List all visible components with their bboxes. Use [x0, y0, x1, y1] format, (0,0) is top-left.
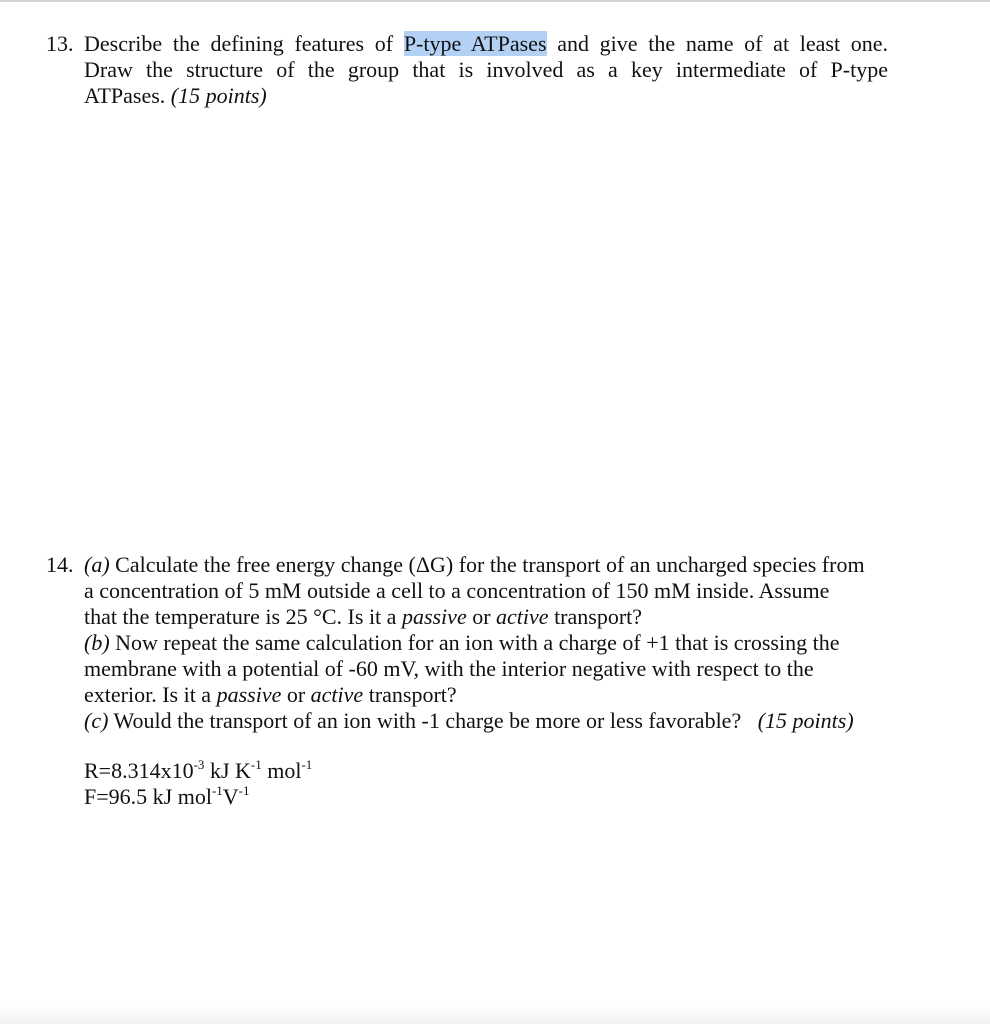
question-14-number: 14. [46, 552, 74, 577]
question-13-line-1 [84, 31, 888, 57]
bottom-edge [0, 1006, 990, 1024]
q14b-line-2: membrane with a potential of -60 mV, with the interior negative with respect to the [84, 656, 814, 681]
q14b-line-3 [84, 682, 865, 708]
f-v: V [222, 784, 239, 809]
question-13-line-3 [84, 83, 888, 109]
q14c-line [84, 708, 865, 734]
question-13-line-2: Draw the structure of the group that is involved as a key intermediate of P-type [84, 57, 888, 82]
q14b-passive: passive [216, 682, 282, 707]
q13-line3-text: ATPases. [84, 83, 166, 108]
q14b-label: (b) [84, 630, 110, 655]
r-base: R=8.314x10 [84, 758, 194, 783]
q14a-line3-text: that the temperature is 25 °C. Is it a [84, 604, 397, 629]
r-mol: mol [267, 758, 302, 783]
q14a-active: active [496, 604, 549, 629]
q14b-line3-text: exterior. Is it a [84, 682, 212, 707]
q14b-line-1 [84, 630, 865, 656]
r-k-exp: -1 [250, 757, 262, 772]
q14-points: (15 points) [757, 708, 854, 733]
q14b-active: active [310, 682, 364, 707]
r-mol-exp: -1 [301, 757, 313, 772]
r-kj-k: kJ K [209, 758, 251, 783]
q14a-label: (a) [84, 552, 110, 577]
constant-F [84, 784, 312, 810]
r-exp: -3 [193, 757, 205, 772]
question-13-text [84, 31, 888, 109]
f-mol-exp: -1 [211, 783, 223, 798]
q14a-line-2: a concentration of 5 mM outside a cell to a concentration of 150 mM inside. Assume [84, 578, 830, 603]
q14a-line-1 [84, 552, 865, 578]
q14a-transport: transport? [554, 604, 643, 629]
f-v-exp: -1 [238, 783, 250, 798]
top-border [0, 0, 990, 2]
q14b-line1-text: Now repeat the same calculation for an ion with a charge of +1 that is crossing the [115, 630, 840, 655]
q14a-line1-text: Calculate the free energy change (ΔG) for the transport of an uncharged species from [115, 552, 865, 577]
q14c-label: (c) [84, 708, 109, 733]
q13-line1-after: and give the name of at least one. [557, 31, 888, 56]
q13-points: (15 points) [170, 83, 267, 108]
q14a-line-3 [84, 604, 865, 630]
q14b-or: or [286, 682, 306, 707]
constant-R [84, 758, 312, 784]
f-base: F=96.5 kJ mol [84, 784, 212, 809]
question-13-number: 13. [46, 31, 74, 56]
q14c-text: Would the transport of an ion with -1 charge be more or less favorable? [113, 708, 742, 733]
q13-line1-before: Describe the defining features of [84, 31, 394, 56]
q14a-passive: passive [401, 604, 467, 629]
selected-text-highlight[interactable]: P-type ATPases [403, 31, 547, 56]
constants-lines [84, 758, 312, 810]
question-14-text [84, 552, 865, 734]
q14a-or: or [472, 604, 491, 629]
q14b-transport: transport? [368, 682, 457, 707]
